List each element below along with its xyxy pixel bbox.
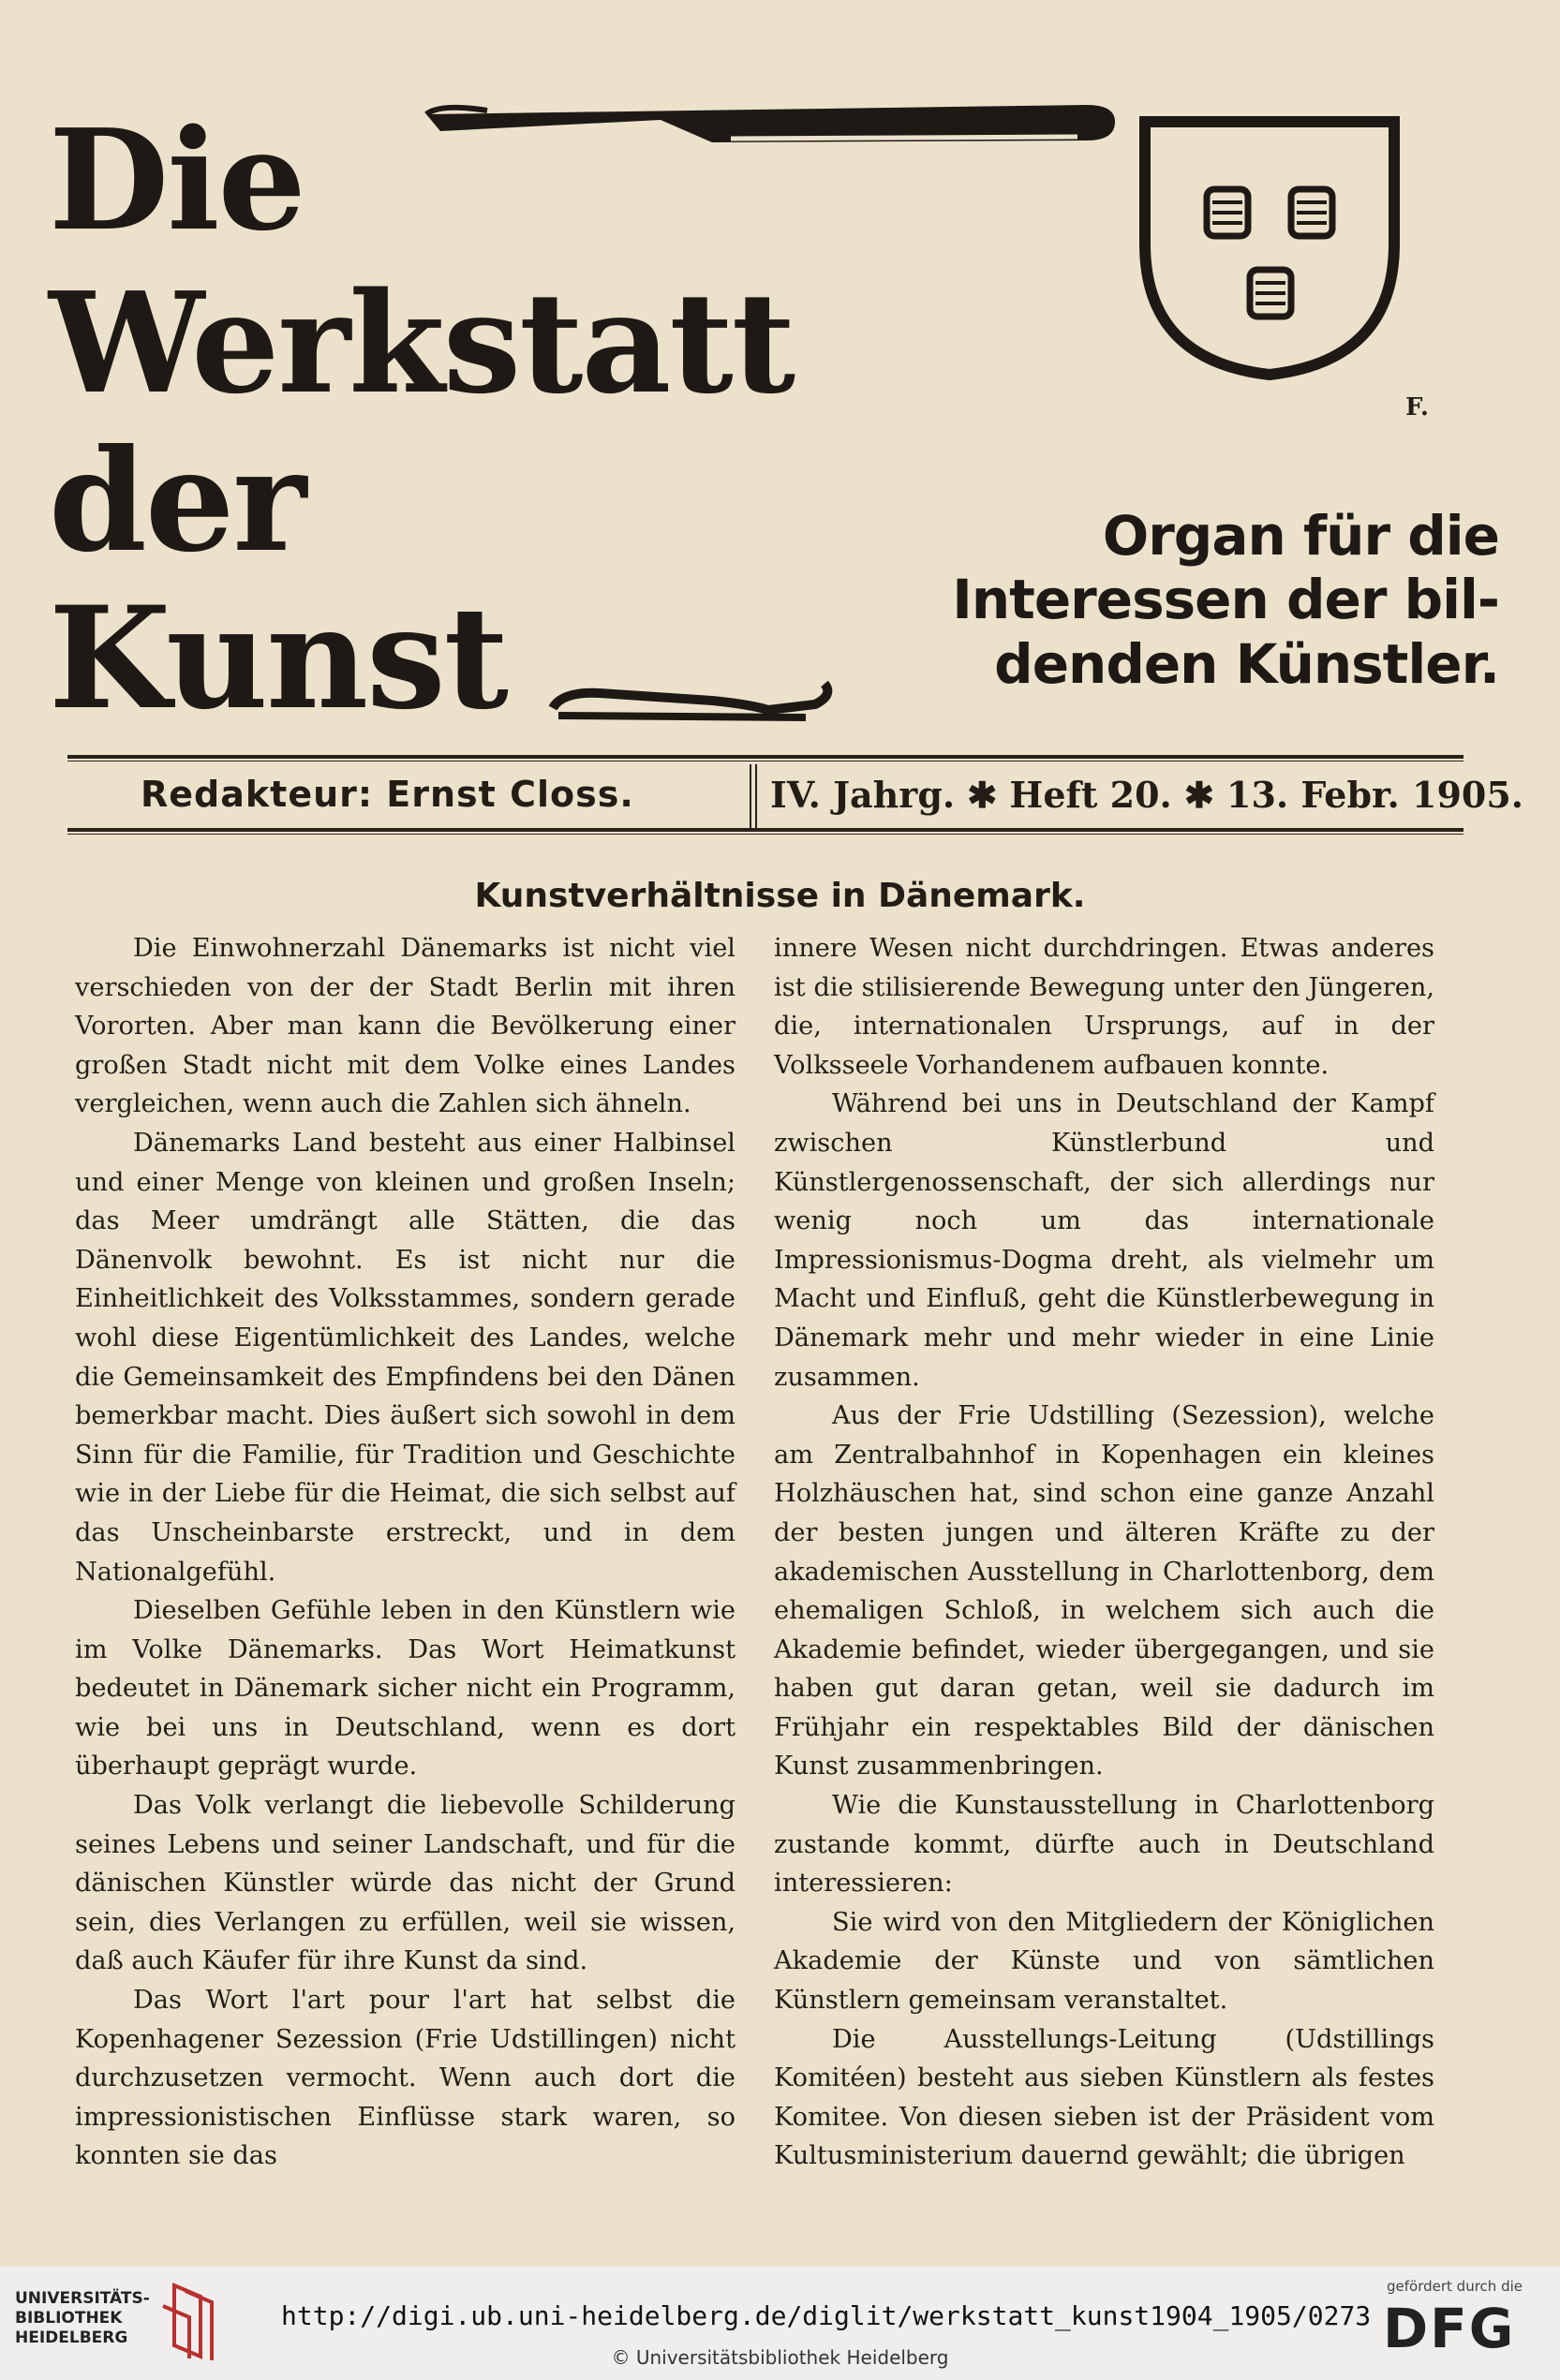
masthead-subtitle [825,504,1499,696]
masthead-title-line-3: der [49,419,305,584]
paragraph: Die Einwohnerzahl Dänemarks ist nicht viel verschieden von der der Stadt Berlin mit ihren Vororten. Aber man kann die Bevölkerung einer großen Stadt nicht mit dem Volke eines Landes vergleichen, wenn auch die Zahlen sich ähneln. [75,934,735,1119]
copyright-notice: © Universitätsbibliothek Heidelberg [611,2346,949,2369]
subtitle-line-2: Interessen der bil- [952,568,1499,632]
paragraph: Das Wort l'art pour l'art hat selbst die Kopenhagener Sezession (Frie Udstillingen) nicht durchzusetzen vermocht. Wenn auch dort die impressionistischen Einflüsse stark waren, so konnten sie das [75,1986,735,2171]
funding-note: gefördert durch die [1387,2278,1523,2295]
editor-line: Redakteur: Ernst Closs. [141,774,634,815]
library-name-line-1: UNIVERSITÄTS- [15,2289,150,2308]
dfg-logo: DFG [1383,2297,1516,2360]
paragraph: Das Volk verlangt die liebevolle Schilderung seines Lebens und seiner Landschaft, und für die dänischen Künstler würde das nicht der Grund sein, dies Verlangen zu erfüllen, weil sie wissen, daß auch Käufer für ihre Kunst da sind. [75,1791,735,1976]
library-name-line-2: BIBLIOTHEK [15,2309,123,2328]
header-divider [750,764,751,828]
library-name [15,2289,150,2348]
paragraph: Aus der Frie Udstilling (Sezession), welche am Zentralbahnhof in Kopenhagen ein kleines Holzhäuschen hat, sind schon eine ganze Anzahl der besten jungen und älteren Kräfte zu der akademischen Ausstellung in Charlottenborg, dem ehemaligen Schloß, in welchem sich auch die Akademie befindet, wieder übergegangen, und sie haben gut daran getan, weil sie dadurch im Frühjahr ein respektables Bild der dänischen Kunst zusammenbringen. [774,1401,1434,1781]
coat-of-arms-icon [1134,103,1405,384]
paragraph: Dieselben Gefühle leben in den Künstlern wie im Volke Dänemarks. Das Wort Heimatkunst bedeutet in Dänemark sicher nicht ein Programm, wie bei uns in Deutschland, wenn es dort überhaupt geprägt wurde. [75,1596,735,1781]
header-rule-bottom [67,828,1463,832]
header-rule-bottom-thin [67,834,1463,835]
library-name-line-3: HEIDELBERG [15,2328,128,2347]
masthead-title-line-2: Werkstatt [49,261,795,424]
subtitle-line-3: denden Künstler. [994,631,1499,696]
paragraph: innere Wesen nicht durchdringen. Etwas anderes ist die stilisierende Bewegung unter den Jüngeren, die, internationalen Ursprungs, auf in der Volksseele Vorhandenem aufbauen konnte. [774,934,1434,1080]
paragraph: Dänemarks Land besteht aus einer Halbinsel und einer Menge von kleinen und großen Inseln; das Meer umdrängt alle Stätten, die das Dänenvolk bewohnt. Es ist nicht nur die Einheitlichkeit des Volksstammes, sondern gerade wohl diese Eigentümlichkeit des Landes, welche die Gemeinsamkeit des Empfindens bei den Dänen bemerkbar macht. Dies äußert sich sowohl in dem Sinn für die Familie, für Tradition und Geschichte wie in der Liebe für die Heimat, die sich selbst auf das Unscheinbarste erstreckt, und in dem Nationalgefühl. [75,1128,735,1587]
issue-line: IV. Jahrg. ✱ Heft 20. ✱ 13. Febr. 1905. [770,774,1524,816]
paragraph: Sie wird von den Mitgliedern der Königlichen Akademie der Künste und von sämtlichen Künstlern gemeinsam veranstaltet. [774,1907,1434,2016]
paragraph: Wie die Kunstausstellung in Charlottenborg zustande kommt, dürfte auch in Deutschland interessieren: [774,1791,1434,1899]
article-column-left [75,929,735,2176]
header-divider-thin [755,764,757,828]
artist-signature: F. [1405,393,1429,421]
masthead-title-line-1: Die [49,98,305,261]
permalink-url[interactable]: http://digi.ub.uni-heidelberg.de/diglit/werkstatt_kunst1904_1905/0273 [281,2300,1372,2331]
masthead-title-line-4: Kunst [49,576,507,741]
article-column-right [774,929,1434,2176]
paragraph: Die Ausstellungs-Leitung (Udstillings Komitéen) besteht aus sieben Künstlern als festes Komitee. Von diesen sieben ist der Präsident vom Kultusministerium dauernd gewählt; die übrigen [774,2024,1434,2171]
subtitle-line-1: Organ für die [1102,504,1499,568]
article-title: Kunstverhältnisse in Dänemark. [474,877,1086,915]
paragraph: Während bei uns in Deutschland der Kampf zwischen Künstlerbund und Künstlergenossenschaft, der sich allerdings nur wenig noch um das internationale Impressionismus-Dogma dreht, als vielmehr um Macht und Einfluß, geht die Künstlerbewegung in Dänemark mehr und mehr wieder in eine Linie zusammen. [774,1089,1434,1392]
header-rule-top [67,755,1463,759]
